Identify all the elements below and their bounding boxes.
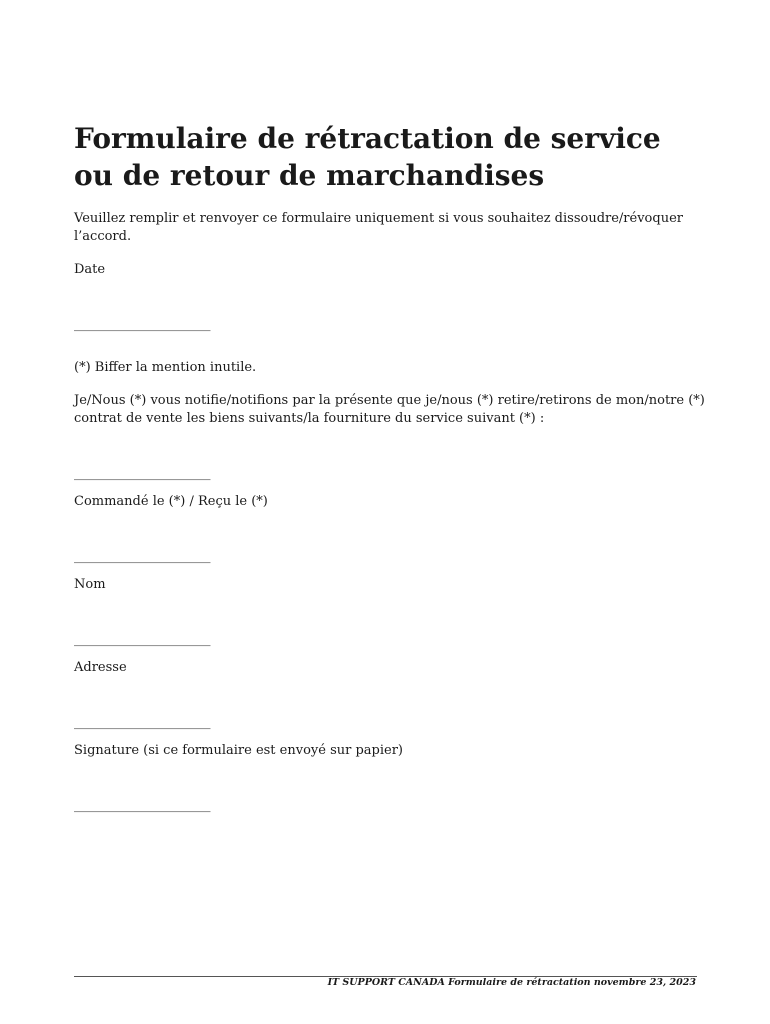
name-label: Nom xyxy=(74,577,106,592)
ordered-label: Commandé le (*) / Reçu le (*) xyxy=(74,494,268,509)
date-label: Date xyxy=(74,262,106,277)
name-blank-line: _____________________ xyxy=(74,632,211,647)
notice-text: Je/Nous (*) vous notifie/notifions par la présente que je/nous (*) retire/retirons de mon/notre (*) contrat de vente les biens suivants/la fourniture du service suivant (*) : xyxy=(74,393,705,426)
page-title: Formulaire de rétractation de service ou de retour de marchandises xyxy=(74,122,661,192)
date-blank-line: _____________________ xyxy=(74,317,211,332)
footer-text: IT SUPPORT CANADA Formulaire de rétractation novembre 23, 2023 xyxy=(327,977,696,988)
address-label: Adresse xyxy=(74,660,127,675)
signature-label: Signature (si ce formulaire est envoyé sur papier) xyxy=(74,743,403,758)
ordered-blank-line: _____________________ xyxy=(74,549,211,564)
strike-note: (*) Biffer la mention inutile. xyxy=(74,360,257,375)
goods-blank-line: _____________________ xyxy=(74,466,211,481)
intro-text: Veuillez remplir et renvoyer ce formulaire uniquement si vous souhaitez dissoudre/révoquer l’accord. xyxy=(74,211,683,244)
address-blank-line: _____________________ xyxy=(74,715,211,730)
signature-blank-line: _____________________ xyxy=(74,798,211,813)
